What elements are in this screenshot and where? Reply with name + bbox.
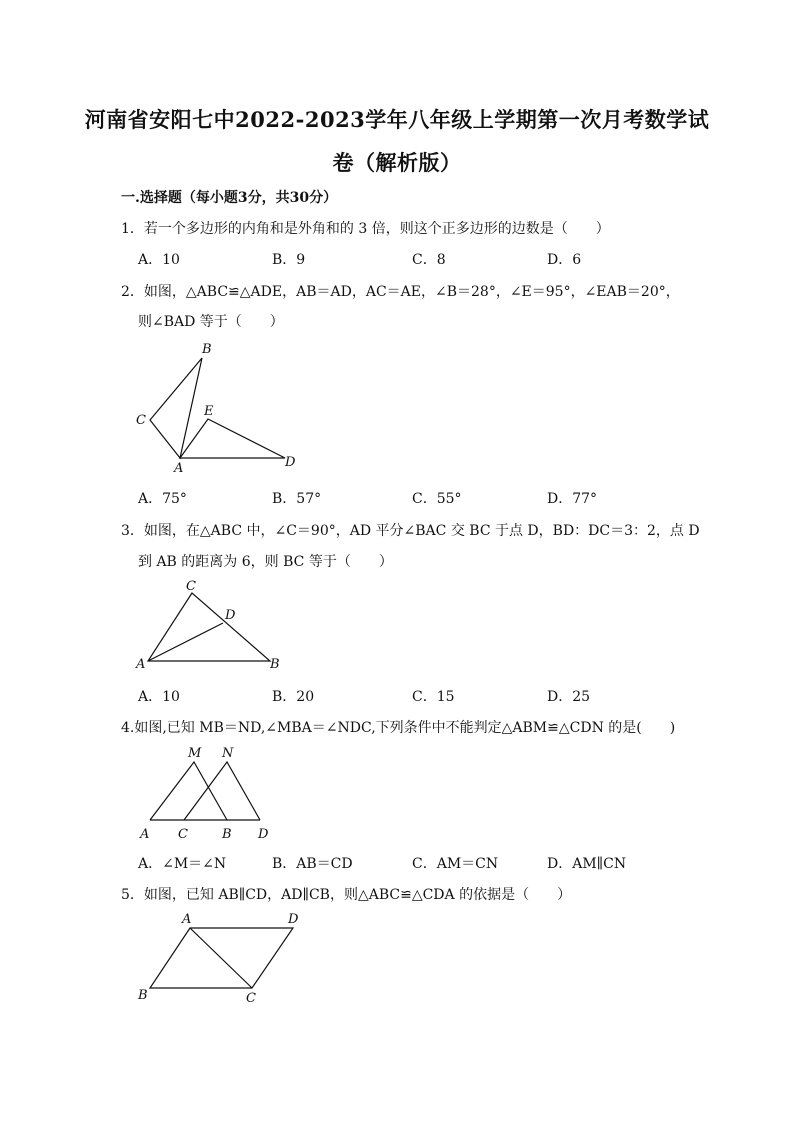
q5-label-a: A	[182, 912, 192, 927]
q2-triangle-ade	[180, 419, 285, 458]
q4-option-c: C．AM＝CN	[412, 856, 499, 872]
question-1-text: 1．若一个多边形的内角和是外角和的 3 倍，则这个正多边形的边数是（ ）	[121, 221, 610, 237]
question-2-text: 2．如图，△ABC≌△ADE，AB＝AD，AC＝AE，∠B＝28°，∠E＝95°，∠EAB＝20°，	[121, 284, 680, 300]
q2-option-a: A．75°	[138, 491, 187, 507]
q3-triangle-abc	[148, 593, 270, 661]
q3-option-c: C．15	[412, 689, 455, 705]
q5-diagonal-ac	[190, 928, 252, 988]
question-4-text: 4.如图,已知 MB＝ND,∠MBA＝∠NDC,下列条件中不能判定△ABM≌△CDN 的是( )	[121, 720, 676, 736]
q3-label-b: B	[270, 657, 280, 672]
q2-label-e: E	[204, 404, 214, 419]
q2-label-c: C	[136, 413, 146, 428]
question-3-text-cont: 到 AB 的距离为 6，则 BC 等于（ ）	[138, 554, 393, 570]
q3-bisector-ad	[148, 623, 223, 661]
q5-label-c: C	[246, 991, 256, 1006]
q2-option-b: B．57°	[272, 491, 322, 507]
q3-label-d: D	[225, 608, 236, 623]
question-2-text-cont: 则∠BAD 等于（ ）	[138, 314, 284, 330]
question-5-text: 5．如图，已知 AB∥CD，AD∥CB，则△ABC≌△CDA 的依据是（ ）	[121, 887, 572, 903]
q4-label-b: B	[222, 827, 232, 842]
q2-triangle-abc	[150, 358, 202, 458]
q2-label-a: A	[174, 461, 184, 476]
q4-label-n: N	[222, 746, 234, 761]
q5-label-b: B	[138, 988, 148, 1003]
section-heading: 一.选择题（每小题3分，共30分）	[121, 190, 338, 206]
q3-option-b: B．20	[272, 689, 315, 705]
q4-figure	[130, 742, 290, 847]
q4-label-m: M	[188, 746, 202, 761]
q1-option-b: B．9	[272, 252, 306, 268]
q1-option-a: A．10	[138, 252, 180, 268]
q2-label-d: D	[285, 455, 296, 470]
q5-figure	[130, 908, 320, 1008]
q4-label-d: D	[258, 827, 269, 842]
q3-label-a: A	[136, 657, 146, 672]
q3-option-a: A．10	[138, 689, 180, 705]
q4-label-a: A	[140, 827, 150, 842]
q2-label-b: B	[202, 342, 212, 357]
document-title-line-1: 河南省安阳七中2022-2023学年八年级上学期第一次月考数学试	[84, 107, 710, 132]
q2-option-d: D．77°	[547, 491, 598, 507]
question-3-text: 3．如图，在△ABC 中，∠C＝90°，AD 平分∠BAC 交 BC 于点 D，BD：DC＝3：2，点 D	[121, 523, 700, 539]
q2-option-c: C．55°	[412, 491, 462, 507]
q3-figure	[130, 575, 290, 675]
q4-option-d: D．AM∥CN	[547, 856, 627, 872]
q4-option-a: A．∠M＝∠N	[138, 856, 227, 872]
q1-option-c: C．8	[412, 252, 446, 268]
document-title-line-2: 卷（解析版）	[332, 150, 462, 175]
q1-option-d: D．6	[547, 252, 582, 268]
q4-triangle-abm	[150, 762, 227, 820]
q3-option-d: D．25	[547, 689, 591, 705]
q4-option-b: B．AB＝CD	[272, 856, 353, 872]
q5-label-d: D	[288, 912, 299, 927]
q4-label-c: C	[178, 827, 188, 842]
q2-figure	[130, 335, 310, 480]
q3-label-c: C	[186, 579, 196, 594]
